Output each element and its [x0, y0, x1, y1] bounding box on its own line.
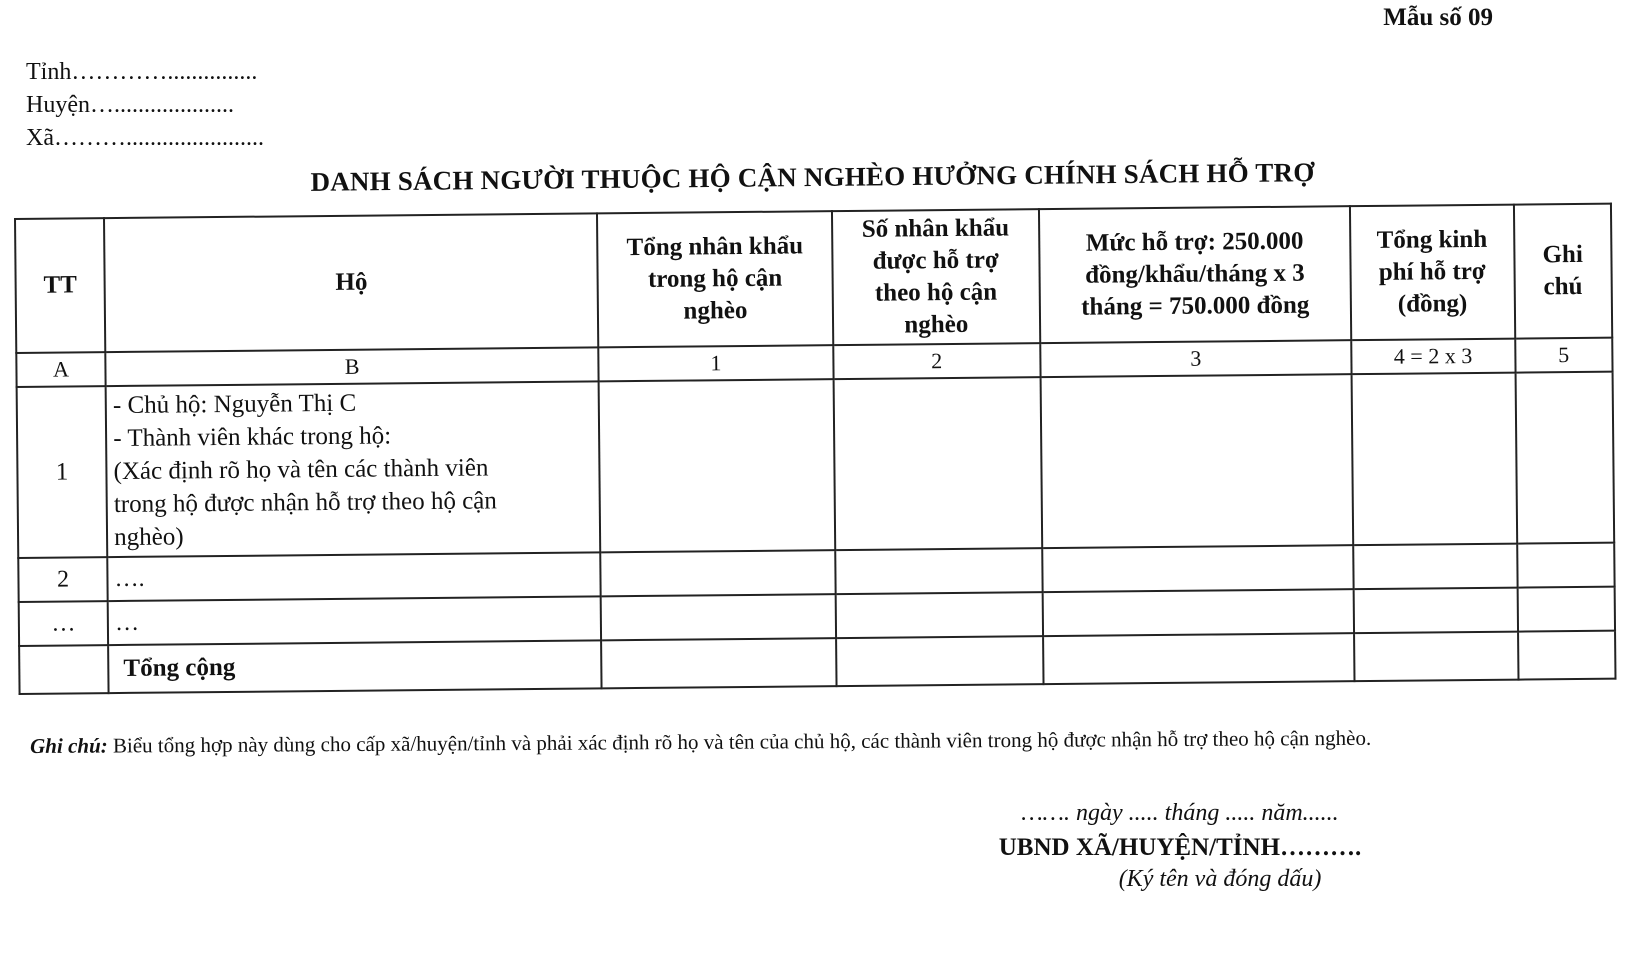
header-line: chú: [1543, 272, 1583, 301]
header-line: phí hỗ trợ: [1378, 257, 1486, 286]
header-supported-members: [832, 209, 1041, 345]
header-line: Tổng kinh: [1376, 225, 1488, 254]
header-line: theo hộ cận: [874, 278, 998, 307]
empty-cell: [1517, 587, 1615, 632]
empty-cell: [1040, 374, 1353, 548]
header-notes: [1513, 204, 1612, 339]
note-paragraph: [30, 721, 1530, 762]
row-number: …: [19, 601, 109, 646]
index-cell: A: [16, 352, 105, 387]
district-line: Huyện…....................: [26, 92, 234, 118]
household-note-line: trong hộ được nhận hỗ trợ theo hộ cận: [113, 487, 497, 519]
beneficiary-table-wrap: [14, 203, 1617, 695]
header-line: tháng = 750.000 đồng: [1081, 291, 1310, 321]
household-members-label: - Thành viên khác trong hộ:: [113, 422, 392, 453]
total-label: Tổng cộng: [108, 640, 602, 693]
commune-line: Xã……….......................: [26, 125, 264, 151]
empty-cell: [1353, 588, 1517, 634]
header-tt: TT: [15, 218, 105, 353]
empty-cell: [1351, 373, 1516, 546]
empty-cell: [1517, 543, 1615, 588]
index-cell: 1: [599, 345, 834, 381]
empty-cell: [1518, 631, 1616, 680]
empty-cell: [1353, 544, 1517, 590]
header-ho: Hộ: [104, 213, 599, 352]
empty-cell: [1515, 372, 1614, 544]
header-line: nghèo: [904, 310, 969, 339]
signature-hint: (Ký tên và đóng dấu): [1118, 866, 1322, 892]
header-total-members: [597, 211, 832, 347]
row-number: 1: [17, 386, 108, 558]
empty-cell: [1042, 545, 1353, 592]
row-number: 2: [18, 557, 108, 602]
empty-cell: [835, 592, 1043, 638]
note-text: Biểu tổng hợp này dùng cho cấp xã/huyện/tỉnh và phải xác định rõ họ và tên của chủ hộ, các thành viên trong hộ được nhận hỗ trợ theo hộ cận nghèo.: [107, 725, 1372, 758]
header-line: trong hộ cận: [647, 264, 783, 293]
note-label: Ghi chú:: [30, 733, 108, 758]
index-cell: 5: [1515, 338, 1613, 373]
index-cell: 3: [1040, 340, 1351, 377]
household-cell: [106, 381, 601, 557]
household-head: - Chủ hộ: Nguyễn Thị C: [112, 389, 357, 420]
empty-cell: [601, 550, 836, 596]
header-line: Mức hỗ trợ: 250.000: [1085, 227, 1304, 257]
household-note-line: (Xác định rõ họ và tên các thành viên: [113, 454, 489, 486]
province-line: Tỉnh…………...............: [26, 59, 258, 85]
empty-cell: [599, 379, 835, 552]
signature-date-line: ……. ngày ..... tháng ..... năm......: [1021, 800, 1339, 826]
empty-cell: [836, 636, 1044, 686]
index-cell: 2: [833, 343, 1041, 379]
index-cell: B: [105, 347, 599, 386]
header-line: Tổng nhân khẩu: [626, 232, 804, 262]
header-line: được hỗ trợ: [872, 246, 999, 275]
header-row: [15, 204, 1612, 353]
signature-organization: UBND XÃ/HUYỆN/TỈNH……….: [998, 834, 1362, 861]
empty-cell: [601, 594, 836, 640]
empty-cell: [1043, 633, 1354, 684]
empty-cell: [19, 645, 109, 694]
table-row: [17, 372, 1615, 558]
household-note-line: nghèo): [114, 523, 184, 552]
header-support-level: [1039, 206, 1351, 343]
header-line: Ghi: [1542, 240, 1583, 269]
header-line: đồng/khẩu/tháng x 3: [1085, 259, 1305, 289]
header-total-funding: [1350, 205, 1515, 341]
header-line: nghèo: [683, 296, 748, 325]
empty-cell: [833, 377, 1042, 550]
household-cell: …: [108, 596, 602, 645]
beneficiary-table: [14, 203, 1617, 695]
empty-cell: [1043, 589, 1354, 636]
empty-cell: [1354, 632, 1518, 682]
form-number: Mẫu số 09: [1383, 4, 1493, 31]
index-cell: 4 = 2 x 3: [1351, 339, 1515, 375]
empty-cell: [602, 638, 837, 688]
header-line: (đồng): [1397, 290, 1468, 318]
header-line: Số nhân khẩu: [861, 214, 1010, 243]
document-title: DANH SÁCH NGƯỜI THUỘC HỘ CẬN NGHÈO HƯỞNG CHÍNH SÁCH HỖ TRỢ: [310, 157, 1315, 197]
household-cell: ….: [107, 552, 601, 601]
empty-cell: [835, 548, 1043, 594]
